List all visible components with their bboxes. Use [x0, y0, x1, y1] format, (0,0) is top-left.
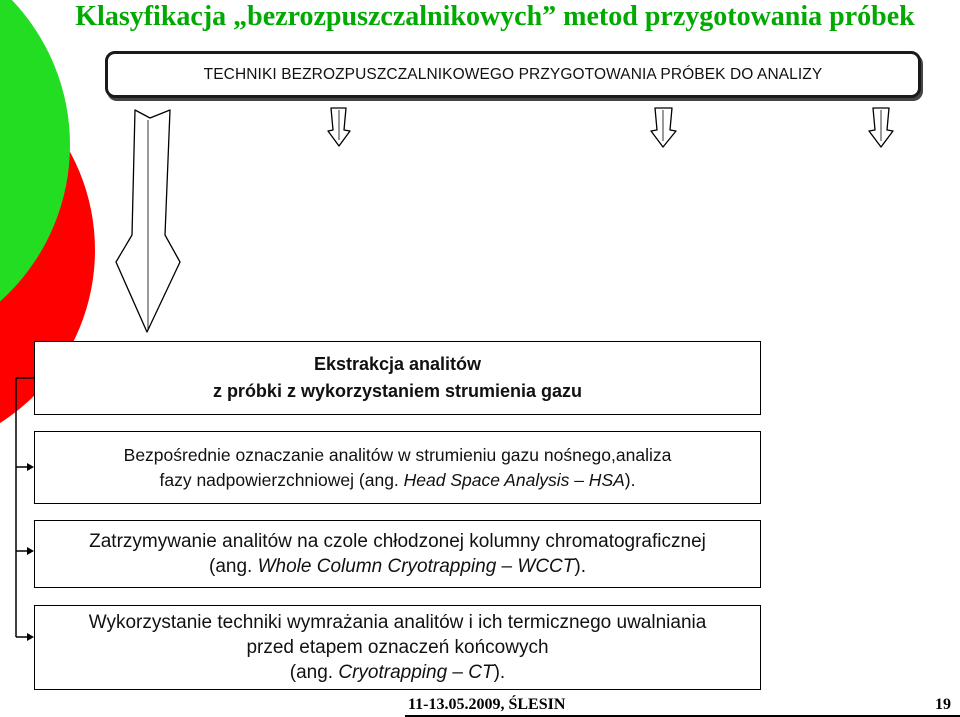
category-line-1: Ekstrakcja analitów [313, 354, 482, 374]
item-box-wcct [34, 520, 761, 588]
item-line: Bezpośrednie oznaczanie analitów w strumieniu gazu nośnego,analiza [123, 444, 672, 465]
item-line: przed etapem oznaczeń końcowych [246, 637, 549, 658]
item-line [159, 468, 635, 493]
footer-date: 11-13.05.2009, ŚLESIN [408, 696, 566, 713]
category-box [34, 341, 761, 415]
item-text: ). [624, 469, 636, 490]
small-arrow-2 [651, 108, 676, 147]
slide-title: Klasyfikacja „bezrozpuszczalnikowych” metod przygotowania próbek [75, 1, 915, 32]
item-text: fazy nadpowierzchniowej (ang. [159, 469, 404, 490]
item-term: Head Space Analysis – HSA [403, 469, 625, 490]
item-box-ct [34, 605, 761, 690]
header-text: TECHNIKI BEZROZPUSZCZALNIKOWEGO PRZYGOTOWANIA PRÓBEK DO ANALIZY [203, 65, 823, 83]
item-line [209, 554, 586, 579]
item-box-hsa [34, 431, 761, 504]
connector-bracket [16, 378, 34, 641]
item-term: Whole Column Cryotrapping – WCCT [257, 556, 575, 577]
item-line [290, 660, 505, 685]
page-number: 19 [935, 696, 951, 713]
small-arrow-3 [869, 108, 893, 147]
item-text: (ang. [289, 662, 339, 683]
item-term: Cryotrapping – CT [338, 662, 494, 683]
item-line: Zatrzymywanie analitów na czole chłodzonej kolumny chromatograficznej [89, 531, 706, 552]
item-text: (ang. [209, 556, 258, 577]
small-arrow-1 [328, 108, 350, 146]
item-text: ). [493, 662, 506, 683]
item-line: Wykorzystanie techniki wymrażania analitów i ich termicznego uwalniania [88, 612, 707, 633]
item-text: ). [574, 556, 586, 577]
category-line-2: z próbki z wykorzystaniem strumienia gazu [212, 381, 583, 401]
